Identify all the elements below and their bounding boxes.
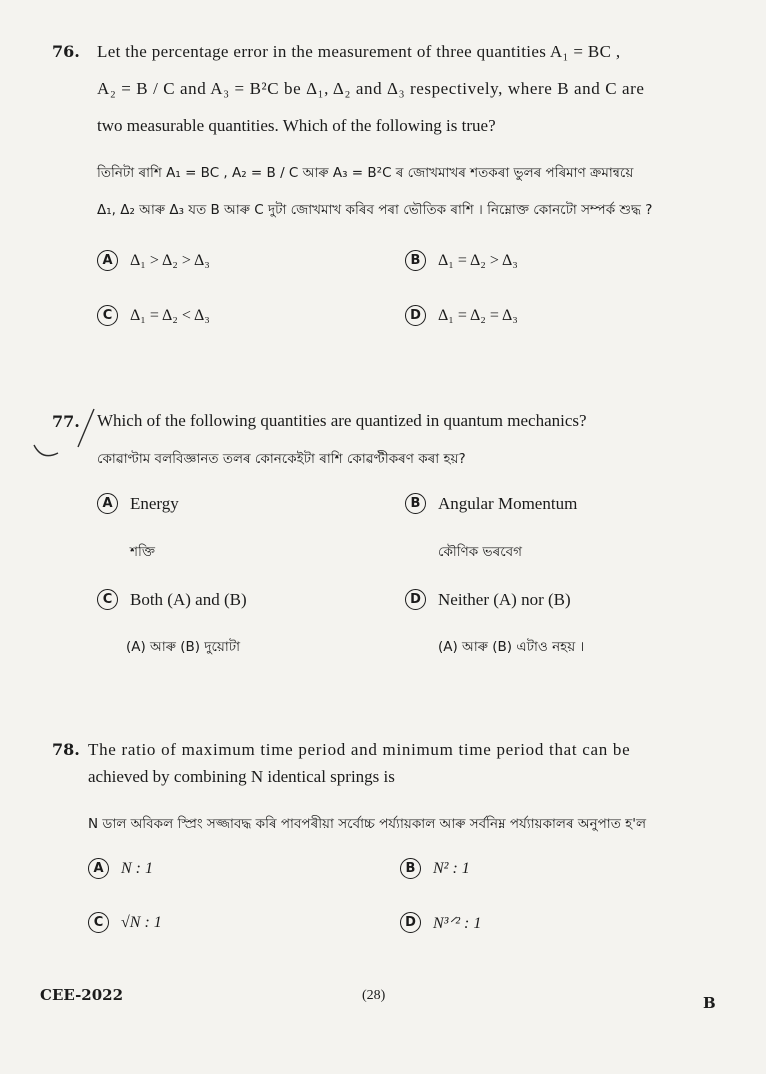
q76-option-c-text: Δ₁ = Δ₂ < Δ₃ [130, 306, 210, 324]
q77-option-d-text: Neither (A) nor (B) [438, 589, 571, 609]
pen-tick-mark [30, 405, 100, 467]
q77-option-a[interactable] [97, 493, 179, 514]
q78-text-line-1: The ratio of maximum time period and minimum time period that can be [88, 740, 631, 759]
q76-option-c[interactable] [97, 305, 210, 326]
q78-option-a[interactable] [88, 858, 153, 879]
question-number-76: 76. [52, 42, 80, 61]
q78-option-c[interactable] [88, 912, 162, 933]
q78-option-b-text: N² : 1 [433, 859, 470, 877]
q76-text-line-1: Let the percentage error in the measurement of three quantities A₁ = BC , [97, 42, 621, 61]
q77-option-d[interactable] [405, 589, 571, 610]
option-letter-b: B [405, 250, 426, 271]
page-number: (28) [362, 988, 386, 1003]
q77-option-b-text: Angular Momentum [438, 493, 578, 513]
option-letter-a: A [97, 250, 118, 271]
q76-option-a-text: Δ₁ > Δ₂ > Δ₃ [130, 251, 210, 269]
q77-option-a-text: Energy [130, 493, 179, 513]
q78-option-d-text: N³ᐟ² : 1 [433, 914, 482, 932]
q76-option-d[interactable] [405, 305, 518, 326]
q76-assamese-line-2: Δ₁, Δ₂ আৰু Δ₃ যত B আৰু C দুটা জোখমাখ কৰিব পৰা ভৌতিক ৰাশি । নিম্নোক্ত কোনটো সম্পৰ্ক শুদ্ধ ? [97, 202, 653, 218]
exam-code: CEE-2022 [40, 986, 124, 1004]
question-number-77: 77. [52, 412, 80, 431]
q76-assamese-line-1: তিনিটা ৰাশি A₁ = BC , A₂ = B / C আৰু A₃ = B²C ৰ জোখমাখৰ শতকৰা ভুলৰ পৰিমাণ ক্ৰমান্বয়ে [97, 165, 634, 181]
q78-option-d[interactable] [400, 912, 481, 933]
option-letter-b: B [400, 858, 421, 879]
option-letter-b: B [405, 493, 426, 514]
set-code: B [703, 994, 716, 1012]
q78-text-line-2: achieved by combining N identical springs is [88, 767, 395, 786]
q77-option-c-text: Both (A) and (B) [130, 589, 247, 609]
option-letter-a: A [88, 858, 109, 879]
option-letter-d: D [405, 589, 426, 610]
q78-option-a-text: N : 1 [121, 859, 153, 877]
q76-option-d-text: Δ₁ = Δ₂ = Δ₃ [438, 306, 518, 324]
q77-option-d-assamese: (A) আৰু (B) এটাও নহয় । [438, 639, 585, 655]
q78-option-c-text: √N : 1 [121, 913, 162, 931]
q77-assamese-line-1: কোৱাণ্টাম বলবিজ্ঞানত তলৰ কোনকেইটা ৰাশি কোৱণ্টীকৰণ কৰা হয়? [97, 451, 466, 467]
option-letter-a: A [97, 493, 118, 514]
q76-text-line-3: two measurable quantities. Which of the following is true? [97, 116, 496, 135]
option-letter-c: C [88, 912, 109, 933]
q77-option-b-assamese: কৌণিক ভৰবেগ [438, 544, 522, 560]
q76-option-b-text: Δ₁ = Δ₂ > Δ₃ [438, 251, 518, 269]
option-letter-d: D [400, 912, 421, 933]
option-letter-c: C [97, 305, 118, 326]
option-letter-c: C [97, 589, 118, 610]
q77-option-c-assamese: (A) আৰু (B) দুয়োটা [126, 639, 241, 655]
q76-text-line-2: A₂ = B / C and A₃ = B²C be Δ₁, Δ₂ and Δ₃ respectively, where B and C are [97, 79, 645, 98]
q77-text-line-1: Which of the following quantities are quantized in quantum mechanics? [97, 411, 587, 430]
q77-option-a-assamese: শক্তি [130, 544, 155, 560]
q76-option-a[interactable] [97, 250, 210, 271]
q76-option-b[interactable] [405, 250, 518, 271]
question-number-78: 78. [52, 740, 80, 759]
option-letter-d: D [405, 305, 426, 326]
q77-option-b[interactable] [405, 493, 577, 514]
q77-option-c[interactable] [97, 589, 247, 610]
q78-option-b[interactable] [400, 858, 470, 879]
q78-assamese-line-1: N ডাল অবিকল স্প্ৰিং সজ্জাবদ্ধ কৰি পাবপৰীয়া সৰ্বোচ্চ পৰ্য্যায়কাল আৰু সৰ্বনিম্ন পৰ্য্যায়কালৰ অনুপাত হ'ল [88, 816, 647, 832]
